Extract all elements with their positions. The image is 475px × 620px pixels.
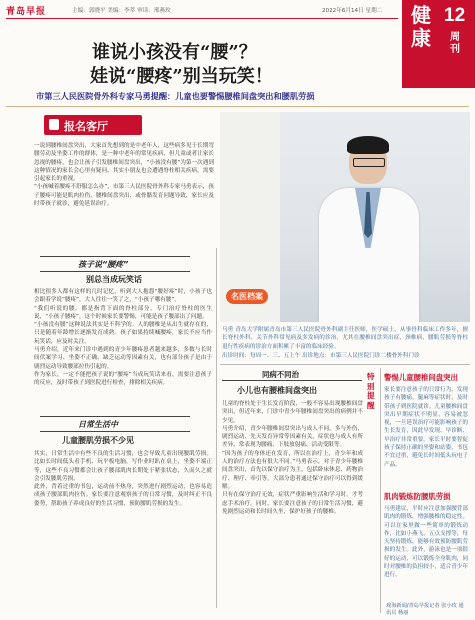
- middle-title-large: 小儿也有腰椎间盘突出: [237, 386, 317, 395]
- section1-title: 孩子说“腰疼”: [78, 260, 129, 269]
- middle-body: 儿童的脊柱处于生长发育阶段，一般不容易出现腰椎间盘突出，但近年来，门诊中青少年腰椎间盘突出的病例并不少见。 马勇介绍，青少年腰椎间盘突出与成人不同，多与外伤、剧烈运动、先天发育异常等因素有关，症状也与成人有所差异，常表现为腰痛、下肢放射痛、活动受限等。 “因为孩子的身体还在发育，所以在治疗上，青少年和成人的治疗方法也有很大不同。”马勇表示，对于青少年腰椎间盘突出，首先以保守治疗为主，包括卧床休息、药物治疗、理疗、牵引等，大部分患者通过保守治疗可以得到缓解。 只有在保守治疗无效，症状严重影响生活和学习时，才考虑手术治疗。同时，家长要注意孩子的日常生活习惯，避免剧烈运动和长时间久坐，保护好孩子的腰椎。: [222, 401, 363, 515]
- section1-subtitle: 别总当成玩笑话: [86, 275, 142, 284]
- page-suffix: 周刊: [450, 32, 460, 55]
- right-column-rule: [380, 368, 381, 613]
- subtitle-rule: [6, 106, 469, 107]
- section2-subtitle: 儿童腰肌劳损不少见: [62, 436, 134, 445]
- header-divider: [6, 18, 398, 19]
- page-number: 12: [444, 5, 466, 26]
- section1-title-box: [40, 256, 190, 272]
- middle-title-rule: [222, 380, 362, 381]
- headline-subtitle: 市第三人民医院骨外科专家马勇提醒：儿童也要警惕腰椎间盘突出和腰肌劳损: [36, 91, 315, 101]
- bio-rule: [220, 364, 470, 365]
- masthead-logo: 青岛早报: [6, 7, 47, 17]
- right-title-2: 肌肉锻炼防腰肌劳损: [384, 492, 451, 501]
- doctor-hair: [347, 136, 389, 154]
- right-footer-credit: 观海新闻/青岛早报记者 张小玫 通讯员 杨丽: [386, 603, 464, 616]
- right-body-2: 马勇建议，平时应注意加强腰背部肌肉的锻炼，增强腰椎的稳定性。可以在家里做一些简单的锻炼动作，比如小燕飞、五点支撑等，每天坚持锻炼，能够有效预防腰肌劳损的发生。此外，游泳也是一项很好的运动，可以锻炼全身肌肉，同时对腰椎的负担较小，适合青少年进行。: [384, 506, 468, 579]
- headline-line1: 谁说小孩没有“腰”？: [92, 42, 257, 63]
- editors-line: 主编：郭晓平 美编：李萃 审读：邢燕玫: [72, 8, 171, 14]
- expert-bio: 马勇 青岛大学附属青岛市第三人民医院骨外科副主任医师，医学硕士，从事骨科临床工作多年，擅长脊柱外科、关节外科常见病及多发病的诊治，尤其在腰椎间盘突出症、颈椎病、腰肌劳损等脊柱退行性疾病的诊治方面积累了丰富的临床经验。: [222, 327, 468, 350]
- left-column-rule: [216, 248, 217, 608]
- intro-paragraph: 一说到腰椎间盘突出，大家首先想到的是中老年人，这些病多见于长期弯腰劳动及坐姿工作的群体，是一种中老年的常见疾病，但儿童或者让家长忽视的腰疼，也会让孩子引发腰椎间盘突出，“小孩没有腰”为第一次遇到这种情况的家长会心里有疑问，其实小朋友也会遭遇脊柱相关疾病，需要引起家长的重视。 “小孩喊着腰疼不舒服怎么办”，市第三人民医院骨外科专家马勇表示，孩子腰疼可能是肌肉拉伤、腰椎间盘突出、或骨骼发育问题导致，家长应及时带孩子就诊，避免延误治疗。: [34, 143, 214, 208]
- issue-date: 2022年6月14日 星期二: [322, 8, 383, 14]
- doctor-figure: [315, 132, 425, 322]
- doctor-glasses: [353, 158, 385, 167]
- section2-body: 其实，日常生活中有些不良的生活习惯，也会导致儿童出现腰肌劳损。比如长时间低头看手机、玩平板电脑，写作业时趴在桌上，坐姿不端正等，这些不良习惯都会让孩子腰部肌肉长期处于紧张状态，久而久之就会引发腰肌劳损。 此外，背着过重的书包，运动前不热身，突然进行剧烈运动，也容易造成孩子腰部肌肉拉伤。家长要注意观察孩子的日常习惯，及时纠正不良姿势，帮助孩子养成良好的生活习惯，预防腰肌劳损的发生。: [34, 451, 212, 507]
- expert-clinic: 出诊时间：每周一、三、五上午 出诊地点：市第三人民医院门诊二楼骨外科门诊: [222, 353, 420, 359]
- banner-label: 报名客厅: [64, 120, 108, 133]
- section2-title-box: [40, 416, 190, 432]
- section-title: 健康: [411, 3, 431, 50]
- section1-body: 相比很多人都有这样的几时记忆，听到大人抱怨“腰好疼”时，小孩子也会跟着学说“腰疼”，大人往往一笑了之，“小孩子哪有腰”。 “我们听说的腰，都是指背下面的脊柱部分，专门治疗脊柱的医生说，“小孩子腰疼”，这个时候家长要警惕，可能是孩子腰部出了问题。 “小孩没有腰”这种说法其实是不科学的。人的腰椎是从出生就存在的，只是随着年龄增长逐渐发育成熟。孩子如果持续喊腰疼，家长不应当作玩笑话，应及时关注。 马勇介绍，近年来门诊中遇到的青少年腰疼患者越来越多，多数与长时间伏案学习、坐姿不正确、缺乏运动等因素有关，也有部分孩子是由于剧烈运动导致腰部拉伤引起的。 作为家长，一定不能把孩子说的“腰疼”当成玩笑话来看，需要注意孩子的反应，及时带孩子到医院进行检查，排除相关疾病。: [34, 289, 212, 387]
- banner-icon: [49, 119, 59, 130]
- special-tip-label: 特别提醒: [367, 372, 375, 410]
- photo-label: 名医档案: [226, 289, 268, 304]
- right-body-1: 家长要注意孩子的日常行为，发现孩子有腰痛、腿麻等症状时，及时带孩子到医院就诊。儿童腰椎间盘突出早期症状不明显，容易被忽视，一旦延误治疗可能影响孩子的生长发育，因此早发现、早诊断、早治疗非常重要。家长平时要督促孩子保持正确的坐姿和站姿，书包不宜过重，避免长时间低头玩电子产品。: [384, 387, 468, 468]
- headline-line2: 娃说“腰疼”别当玩笑！: [90, 66, 273, 87]
- section2-title: 日常生活中: [78, 420, 118, 429]
- section-tab: [402, 0, 475, 88]
- middle-title-small: 同病不同治: [262, 370, 299, 379]
- right-title-1: 警惕儿童腰椎间盘突出: [384, 373, 458, 382]
- interview-banner: [44, 115, 142, 135]
